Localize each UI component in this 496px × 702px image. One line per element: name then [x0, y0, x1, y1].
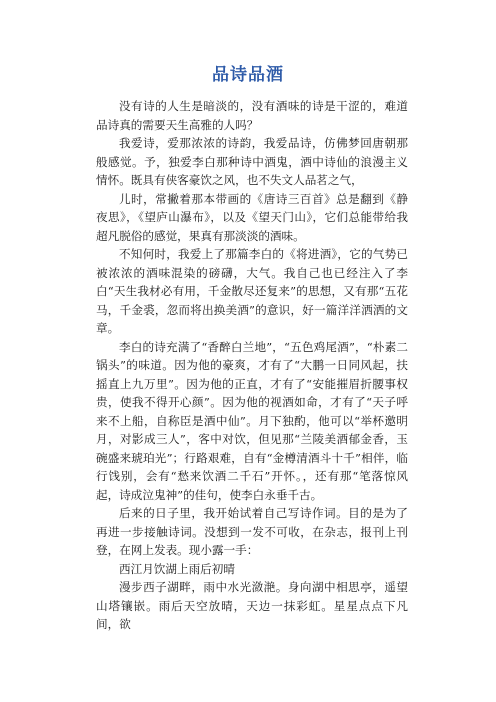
poem-text: 漫步西子湖畔，雨中水光潋滟。身向湖中相思亭，遥望山塔镶嵌。雨后天空放晴，天边一抹彩虹。星星点点下凡间，欲 — [96, 580, 408, 631]
paragraph: 我爱诗，爱那浓浓的诗韵，我爱品诗，仿佛梦回唐朝那般感觉。予，独爱李白那种诗中酒鬼，酒中诗仙的浪漫主义情怀。既具有侠客豪饮之风，也不失文人品茗之气， — [96, 136, 408, 187]
document-title: 品诗品酒 — [212, 65, 284, 85]
poem-title: 西江月饮湖上雨后初晴 — [119, 561, 235, 576]
document-body — [96, 97, 408, 634]
paragraph: 儿时，常撇着那本带画的《唐诗三百首》总是翻到《静夜思》，《望庐山瀑布》，以及《望天门山》，它们总能带给我超凡脱俗的感觉，果真有那淡淡的酒味。 — [96, 191, 408, 243]
paragraph: 李白的诗充满了“香醉白兰地”，“五色鸡尾酒”，“朴素二锅头”的味道。因为他的豪爽，才有了“大鹏一日同风起，扶摇直上九万里”。因为他的正直，才有了“安能摧眉折腰事权贵，使我不得开心颜”。因为他的视酒如命，才有了“天子呼来不上船，自称臣是酒中仙”。月下独酌，他可以“举杯邀明月，对影成三人”，客中对饮，但见那“兰陵美酒郁金香，玉碗盛来琥珀光”；行路艰难，自有“金樽清酒斗十千”相伴，临行饯别，会有“愁来饮酒二千石”开怀。，还有那“笔落惊风起，诗成泣鬼神”的佳句，使李白永垂千古。 — [96, 339, 408, 502]
paragraph: 不知何时，我爱上了那篇李白的《将进酒》，它的气势已被浓浓的酒味混染的磅礴，大气。我自己也已经注入了李白“天生我材必有用，千金散尽还复来”的思想，又有那“五花马，千金裘，忽而将出换美酒”的意识，好一篇洋洋洒洒的文章。 — [96, 247, 408, 335]
paragraph: 后来的日子里，我开始试着自己写诗作词。目的是为了再进一步接触诗词。没想到一发不可收，在杂志，报刊上刊登，在网上发表。现小露一手： — [96, 506, 408, 557]
paragraph: 没有诗的人生是暗淡的，没有酒味的诗是干涩的，难道品诗真的需要天生高雅的人吗？ — [96, 99, 408, 132]
